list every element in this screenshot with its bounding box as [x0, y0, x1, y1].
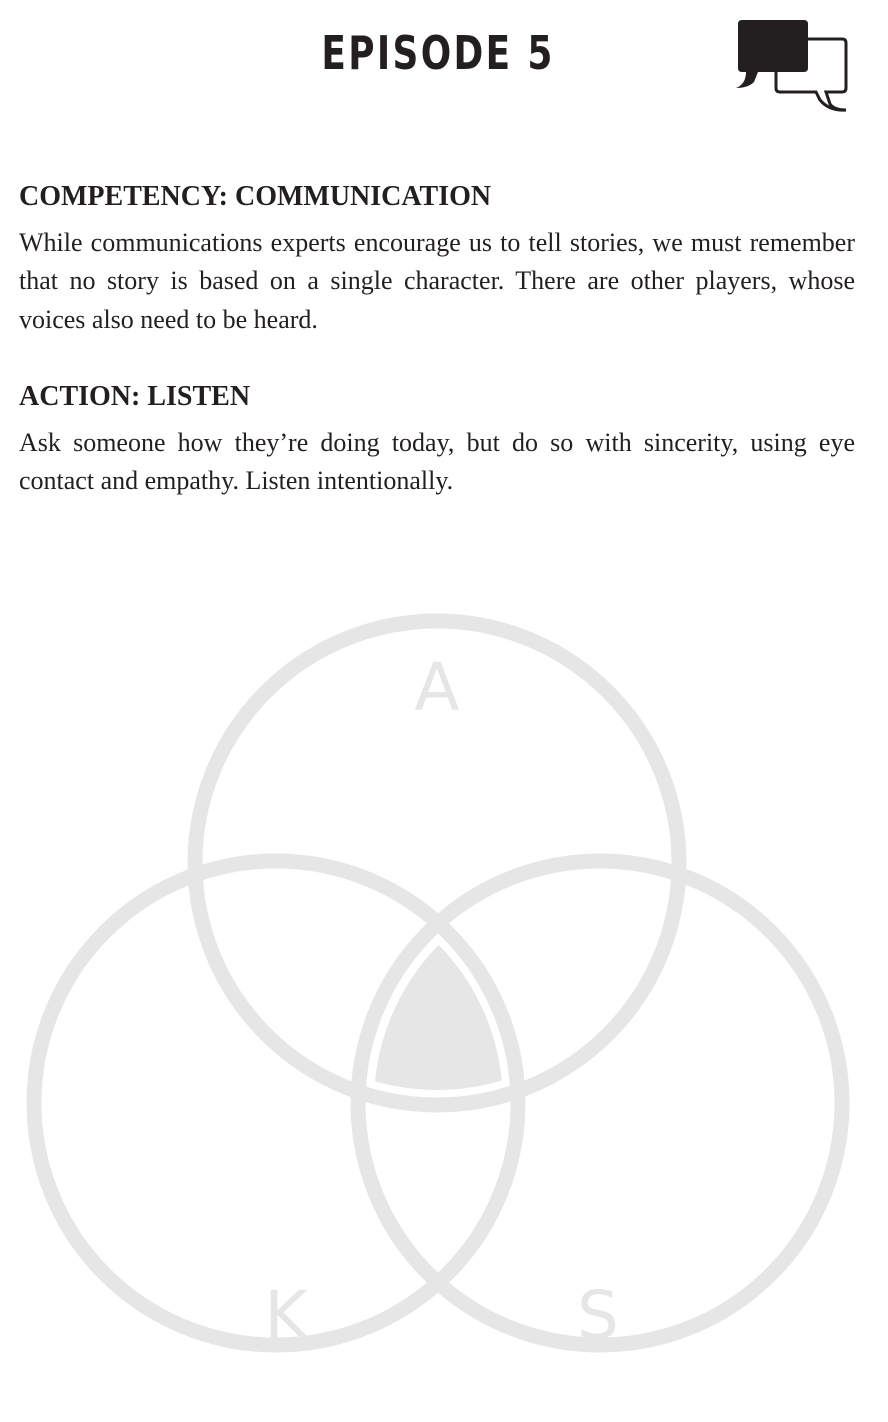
competency-body: While communications experts encourage us to tell stories, we must remember that no story is based on a single character. There are other players, whose voices also need to be heard.: [19, 227, 855, 334]
speech-bubbles-icon: [734, 16, 850, 114]
page-title: EPISODE 5: [321, 26, 555, 80]
venn-label-a: A: [414, 649, 460, 726]
competency-heading: COMPETENCY: COMMUNICATION: [19, 181, 492, 212]
venn-label-s: S: [577, 1277, 619, 1354]
venn-label-k: K: [264, 1277, 308, 1354]
venn-diagram: [20, 608, 856, 1378]
action-heading: ACTION: LISTEN: [19, 381, 251, 412]
action-section: [19, 380, 855, 501]
action-body: Ask someone how they’re doing today, but do so with sincerity, using eye contact and empathy. Listen intentionally.: [19, 427, 855, 496]
competency-section: [19, 180, 855, 339]
